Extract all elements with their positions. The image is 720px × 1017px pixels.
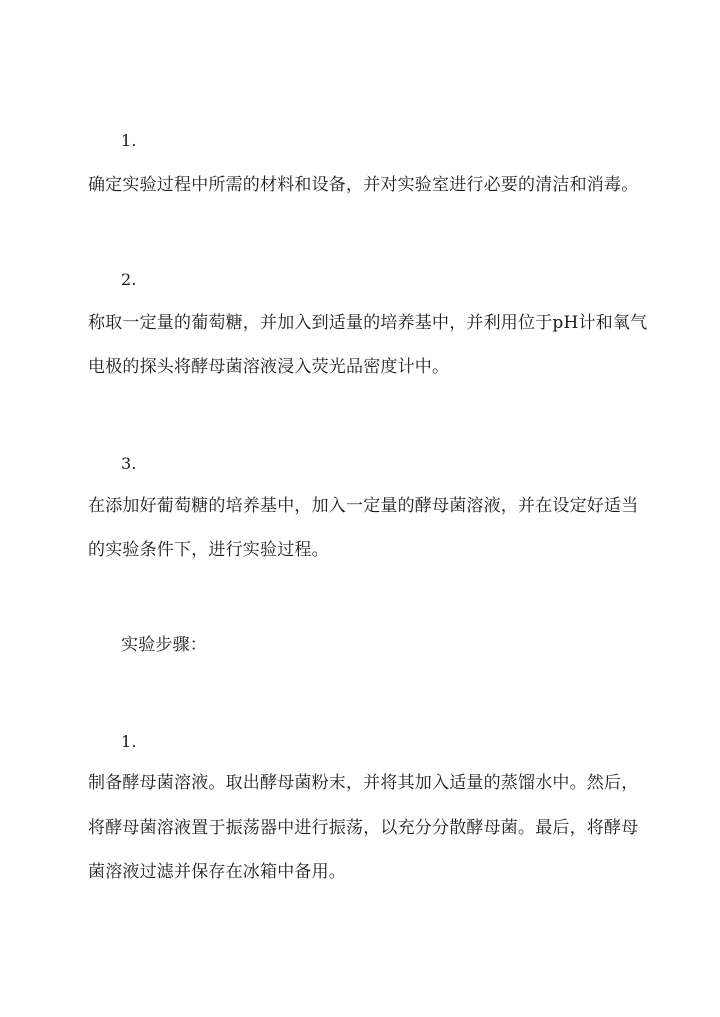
item-number: 3. xyxy=(121,454,137,473)
section-heading: 实验步骤： xyxy=(121,635,207,655)
item-text-line: 称取一定量的葡萄糖，并加入到适量的培养基中，并利用位于pH计和氧气 xyxy=(88,313,648,333)
item-text-line: 确定实验过程中所需的材料和设备，并对实验室进行必要的清洁和消毒。 xyxy=(88,175,639,195)
item-text-line: 在添加好葡萄糖的培养基中，加入一定量的酵母菌溶液，并在设定好适当 xyxy=(88,496,639,516)
step-text-line: 制备酵母菌溶液。取出酵母菌粉末，并将其加入适量的蒸馏水中。然后， xyxy=(88,773,639,793)
step-number: 1. xyxy=(121,732,137,751)
step-text-line: 将酵母菌溶液置于振荡器中进行振荡，以充分分散酵母菌。最后，将酵母 xyxy=(88,818,639,838)
item-number: 2. xyxy=(121,270,137,289)
item-text-line: 的实验条件下，进行实验过程。 xyxy=(88,540,329,560)
item-number: 1. xyxy=(121,131,137,150)
item-text-line: 电极的探头将酵母菌溶液浸入荧光品密度计中。 xyxy=(88,357,450,377)
step-text-line: 菌溶液过滤并保存在冰箱中备用。 xyxy=(88,862,346,882)
